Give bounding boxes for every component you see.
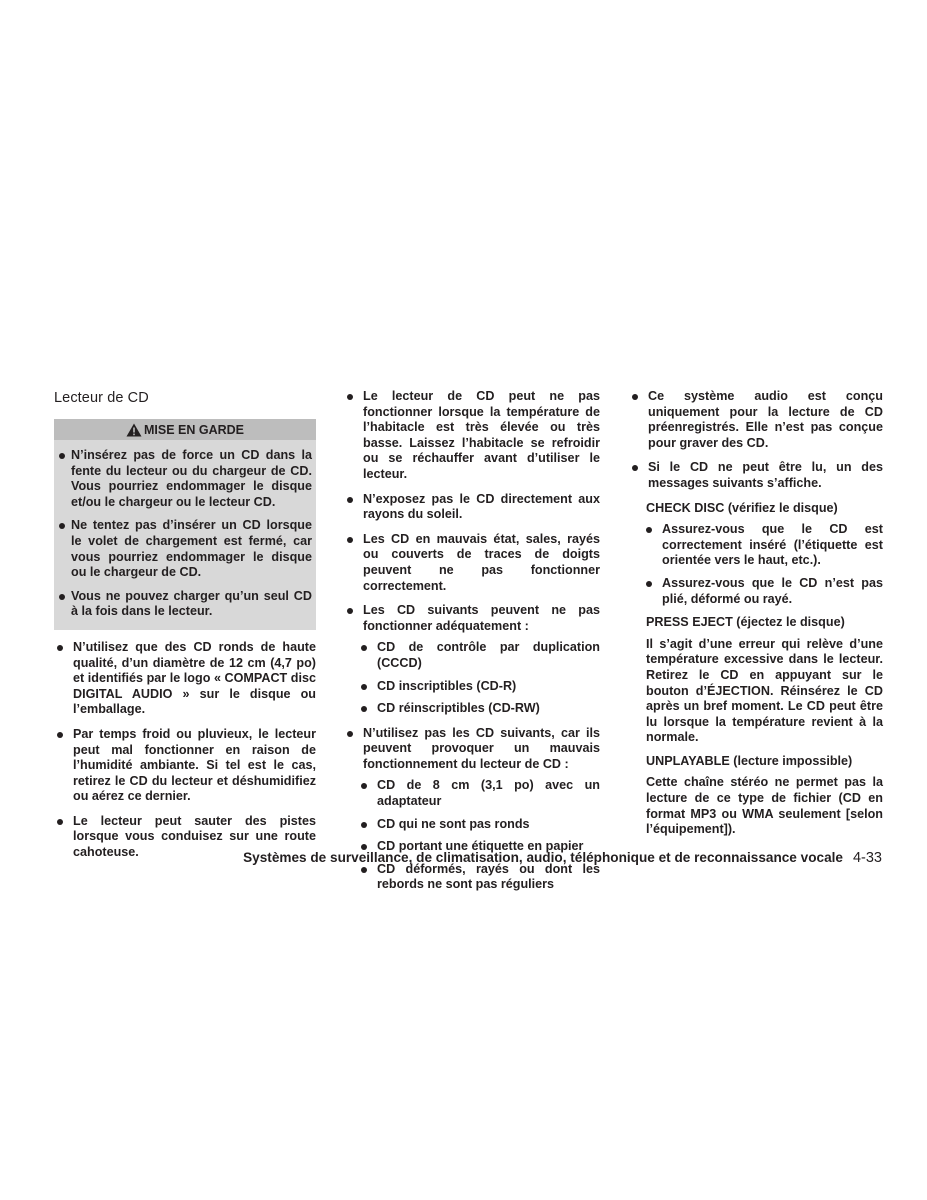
sub-list-item: CD réinscriptibles (CD-RW) [344,701,600,717]
message-description: Il s’agit d’une erreur qui relève d’une température excessive dans le lecteur. Retirez le CD en appuyant sur le bouton d’ÉJECTION. Réinsérez le CD après un bref moment. Le CD peut être lu lorsque la température revient à la normale. [646,636,883,745]
sub-list-item: CD de 8 cm (3,1 po) avec un adaptateur [344,778,600,809]
warning-box [54,419,316,630]
list-item: Les CD suivants peuvent ne pas fonctionner adéquatement : [344,603,600,634]
warning-title: MISE EN GARDE [143,422,244,437]
warning-triangle-icon [126,423,142,437]
warning-item: Vous ne pouvez charger qu’un seul CD à la fois dans le lecteur. [58,589,312,620]
sub-list-item: CD inscriptibles (CD-R) [344,679,600,695]
list-item: Le lecteur peut sauter des pistes lorsque vous conduisez sur une route cahoteuse. [54,814,316,861]
list-item: N’exposez pas le CD directement aux rayons du soleil. [344,492,600,523]
sub-list-item: Assurez-vous que le CD est correctement inséré (l’étiquette est orientée vers le haut, etc.). [629,522,883,569]
warning-header [54,419,316,440]
list-item: N’utilisez pas les CD suivants, car ils peuvent provoquer un mauvais fonctionnement du lecteur de CD : [344,726,600,773]
message-heading: UNPLAYABLE (lecture impossible) [646,753,853,768]
sub-list-item: CD déformés, rayés ou dont les rebords ne sont pas réguliers [344,862,600,893]
chapter-title: Systèmes de surveillance, de climatisation, audio, téléphonique et de reconnaissance vocale [243,850,843,865]
column-2 [344,389,600,900]
message-heading: PRESS EJECT (éjectez le disque) [646,615,845,630]
list-item: Les CD en mauvais état, sales, rayés ou couverts de traces de doigts peuvent ne pas fonctionner correctement. [344,532,600,594]
list-item: Par temps froid ou pluvieux, le lecteur peut mal fonctionner en raison de l’humidité ambiante. Si tel est le cas, retirez le CD du lecteur et déshumidifiez ou aérez ce dernier. [54,727,316,805]
column-3 [629,389,883,846]
section-title: Lecteur de CD [54,390,149,406]
list-item: Si le CD ne peut être lu, un des messages suivants s’affiche. [629,460,883,491]
message-description: Cette chaîne stéréo ne permet pas la lecture de ce type de fichier (CD en format MP3 ou WMA seulement [selon l’équipement]). [646,775,883,837]
page-number: 4-33 [852,850,882,866]
warning-item: Ne tentez pas d’insérer un CD lorsque le volet de chargement est fermé, car vous pourriez endommager le disque ou le chargeur de CD. [58,518,312,580]
list-item: Ce système audio est conçu uniquement pour la lecture de CD préenregistrés. Elle n’est pas conçue pour graver des CD. [629,389,883,451]
message-heading: CHECK DISC (vérifiez le disque) [646,500,838,515]
sub-list-item: CD portant une étiquette en papier [344,839,600,855]
page-footer [0,849,882,867]
list-item: N’utilisez que des CD ronds de haute qualité, d’un diamètre de 12 cm (4,7 po) et identifiés par le logo « COMPACT disc DIGITAL AUDIO » sur le disque ou l’emballage. [54,640,316,718]
sub-list-item: CD qui ne sont pas ronds [344,817,600,833]
column-1 [54,388,316,870]
warning-item: N’insérez pas de force un CD dans la fente du lecteur ou du chargeur de CD. Vous pourriez endommager le disque et/ou le chargeur ou le lecteur CD. [58,448,312,510]
sub-list-item: Assurez-vous que le CD n’est pas plié, déformé ou rayé. [629,576,883,607]
list-item: Le lecteur de CD peut ne pas fonctionner lorsque la température de l’habitacle est très élevée ou très basse. Laissez l’habitacle se refroidir ou se réchauffer avant d’utiliser le lecteur. [344,389,600,483]
sub-list-item: CD de contrôle par duplication (CCCD) [344,640,600,671]
